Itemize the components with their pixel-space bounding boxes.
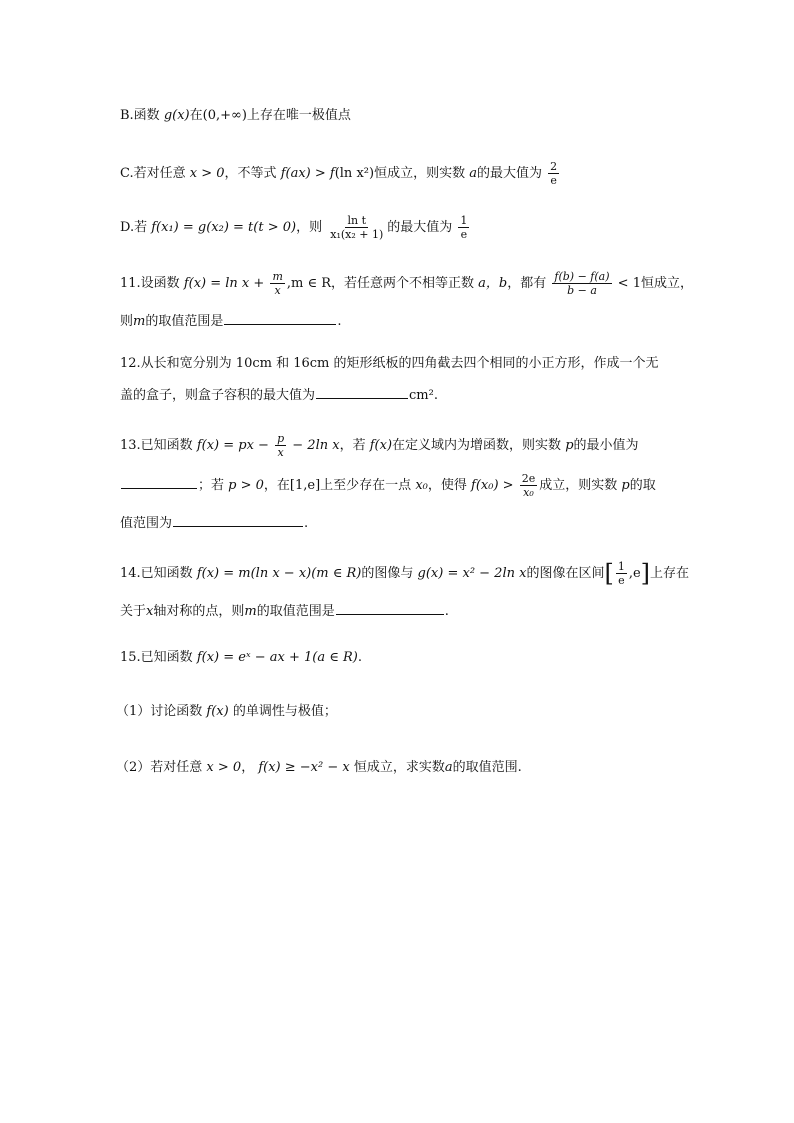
math-x: x xyxy=(146,604,154,619)
answer-blank-q12[interactable] xyxy=(316,384,408,399)
question-14 xyxy=(120,560,689,587)
right-bracket: ] xyxy=(640,559,651,588)
frac-den: e xyxy=(460,228,468,241)
answer-blank-q13a[interactable] xyxy=(121,474,197,489)
q13-end: . xyxy=(304,516,309,531)
math-f13b: − 2ln x xyxy=(292,438,340,453)
math-a: a xyxy=(469,166,477,181)
fraction-2-over-e xyxy=(548,160,559,187)
math-f15: f(x) = eˣ − ax + 1(a ∈ R) xyxy=(196,650,358,665)
q11-mid3: 恒成立， xyxy=(640,276,693,291)
q13-mid2: 在定义域内为增函数，则实数 xyxy=(392,438,562,453)
frac-num: 2e xyxy=(521,472,536,485)
q11-end: . xyxy=(337,314,342,329)
option-d xyxy=(120,214,471,241)
q15-sub2a: （2）若对任意 xyxy=(116,760,203,775)
q11-mid2: ，都有 xyxy=(507,276,547,291)
answer-blank-q11[interactable] xyxy=(224,310,336,325)
math-comma-e: ,e xyxy=(628,566,641,581)
math-p-gt0: p > 0 xyxy=(228,478,264,493)
math-p: p xyxy=(565,438,574,453)
question-13 xyxy=(120,432,639,459)
frac-den: x xyxy=(274,284,281,297)
q15-sub1: （1）讨论函数 xyxy=(116,704,203,719)
frac-num: 1 xyxy=(460,214,468,227)
fraction-1-over-e xyxy=(458,214,469,241)
frac-den: x₁(x₂ + 1) xyxy=(330,228,384,241)
option-d-mid2: 的最大值为 xyxy=(387,220,453,235)
math-m-in-r: ,m ∈ R xyxy=(286,276,332,291)
option-c-mid3: 的最大值为 xyxy=(476,166,542,181)
math-x0: x₀ xyxy=(415,478,428,493)
q15-sub2b: ， xyxy=(241,760,255,775)
math-f14: f(x) = m(ln x − x)(m ∈ R) xyxy=(196,566,362,581)
q13-l2d: ，使得 xyxy=(427,478,467,493)
q13-mid1: ，若 xyxy=(339,438,366,453)
q13-l2a: ；若 xyxy=(198,478,225,493)
question-13-line2 xyxy=(120,472,656,499)
math-ineq15: f(x) ≥ −x² − x xyxy=(258,760,350,775)
frac-num: f(b) − f(a) xyxy=(554,270,610,283)
question-12 xyxy=(120,354,659,374)
q15-prefix: 15.已知函数 xyxy=(120,650,193,665)
q12-unit: cm². xyxy=(409,388,438,403)
frac-den: e xyxy=(550,174,557,187)
option-b-suffix: 上存在唯一极值点 xyxy=(246,108,351,123)
math-interval: (0,+∞) xyxy=(202,108,247,123)
frac-den: x xyxy=(277,446,284,459)
fraction-1-over-e xyxy=(616,560,627,587)
left-bracket: [ xyxy=(604,559,614,588)
math-gx: g(x) xyxy=(163,108,190,123)
q13-line3: 值范围为 xyxy=(120,516,173,531)
fraction-lnt xyxy=(328,214,385,241)
q14-line2c: 的取值范围是 xyxy=(256,604,335,619)
option-b: B.函数 g(x)在(0,+∞)上存在唯一极值点 xyxy=(120,108,351,123)
q15-end: . xyxy=(357,650,362,665)
q15-sub2c: 恒成立，求实数 xyxy=(353,760,445,775)
question-15 xyxy=(120,648,362,668)
frac-num: 1 xyxy=(617,560,625,573)
q13-l2e: 成立，则实数 xyxy=(539,478,618,493)
math-a: a xyxy=(444,760,453,775)
math-fx: f(x) xyxy=(369,438,393,453)
q15-sub2d: 的取值范围. xyxy=(452,760,522,775)
q11-line2-post: 的取值范围是 xyxy=(145,314,224,329)
q11-mid1: ，若任意两个不相等正数 xyxy=(331,276,475,291)
q15-sub1-end: 的单调性与极值； xyxy=(232,704,337,719)
math-m: m xyxy=(133,314,146,329)
fraction-p-over-x xyxy=(275,432,286,459)
q11-line2-pre: 则 xyxy=(120,314,134,329)
math-x-gt0: x > 0 xyxy=(189,166,225,181)
option-c xyxy=(120,160,561,187)
question-14-line2 xyxy=(120,600,449,622)
fraction-difference-quotient xyxy=(552,270,611,297)
math-f-x0: f(x₀) > xyxy=(471,478,514,493)
option-d-mid1: ，则 xyxy=(296,220,323,235)
q14-mid2: 的图像在区间 xyxy=(526,566,605,581)
question-11 xyxy=(120,270,693,297)
q13-l2b: ，在 xyxy=(263,478,290,493)
q14-line2a: 关于 xyxy=(120,604,147,619)
question-11-line2 xyxy=(120,310,342,332)
math-lt1: < 1 xyxy=(617,276,641,291)
question-12-line2 xyxy=(120,384,438,406)
frac-num: ln t xyxy=(347,214,367,227)
math-p: p xyxy=(621,478,630,493)
q14-mid3: 上存在 xyxy=(650,566,690,581)
question-15-part2 xyxy=(116,758,522,778)
math-fx: f(x) xyxy=(206,704,229,719)
math-lnx2: (ln x²) xyxy=(334,166,375,181)
math-interval-1e: [1,e] xyxy=(289,478,321,493)
question-15-part1 xyxy=(116,702,337,722)
frac-num: p xyxy=(277,432,285,445)
option-c-mid2: 恒成立，则实数 xyxy=(374,166,466,181)
math-g14: g(x) = x² − 2ln x xyxy=(417,566,527,581)
answer-blank-q14[interactable] xyxy=(336,600,444,615)
q14-line2b: 轴对称的点，则 xyxy=(153,604,245,619)
q14-mid1: 的图像与 xyxy=(361,566,414,581)
math-f11: f(x) = ln x + xyxy=(183,276,265,291)
math-ab: a，b xyxy=(478,276,508,291)
q12-line1: 12.从长和宽分别为 10cm 和 16cm 的矩形纸板的四角截去四个相同的小正方形，作成一个无 xyxy=(120,356,659,371)
q13-mid3: 的最小值为 xyxy=(573,438,639,453)
math-x-gt0: x > 0 xyxy=(206,760,242,775)
q13-prefix: 13.已知函数 xyxy=(120,438,193,453)
option-c-mid1: ，不等式 xyxy=(224,166,277,181)
answer-blank-q13b[interactable] xyxy=(173,512,303,527)
math-m: m xyxy=(244,604,257,619)
q13-l2f: 的取 xyxy=(629,478,656,493)
frac-num: m xyxy=(272,270,283,283)
option-d-text: D.若 xyxy=(120,220,148,235)
fraction-m-over-x xyxy=(270,270,284,297)
frac-den: e xyxy=(618,574,625,587)
option-b-text: B.函数 xyxy=(120,108,160,123)
q12-line2: 盖的盒子，则盒子容积的最大值为 xyxy=(120,388,316,403)
math-f-ax: f(ax) > f xyxy=(280,166,335,181)
option-c-text: C.若对任意 xyxy=(120,166,186,181)
fraction-2e-over-x0 xyxy=(520,472,538,499)
frac-den: b − a xyxy=(567,284,597,297)
q11-prefix: 11.设函数 xyxy=(120,276,180,291)
frac-num: 2 xyxy=(550,160,558,173)
q14-prefix: 14.已知函数 xyxy=(120,566,193,581)
math-d-condition: f(x₁) = g(x₂) = t(t > 0) xyxy=(151,220,297,235)
math-f13a: f(x) = px − xyxy=(196,438,269,453)
q13-l2c: 上至少存在一点 xyxy=(320,478,412,493)
question-13-line3 xyxy=(120,512,308,534)
frac-den: x₀ xyxy=(523,486,534,499)
q14-end: . xyxy=(444,604,449,619)
